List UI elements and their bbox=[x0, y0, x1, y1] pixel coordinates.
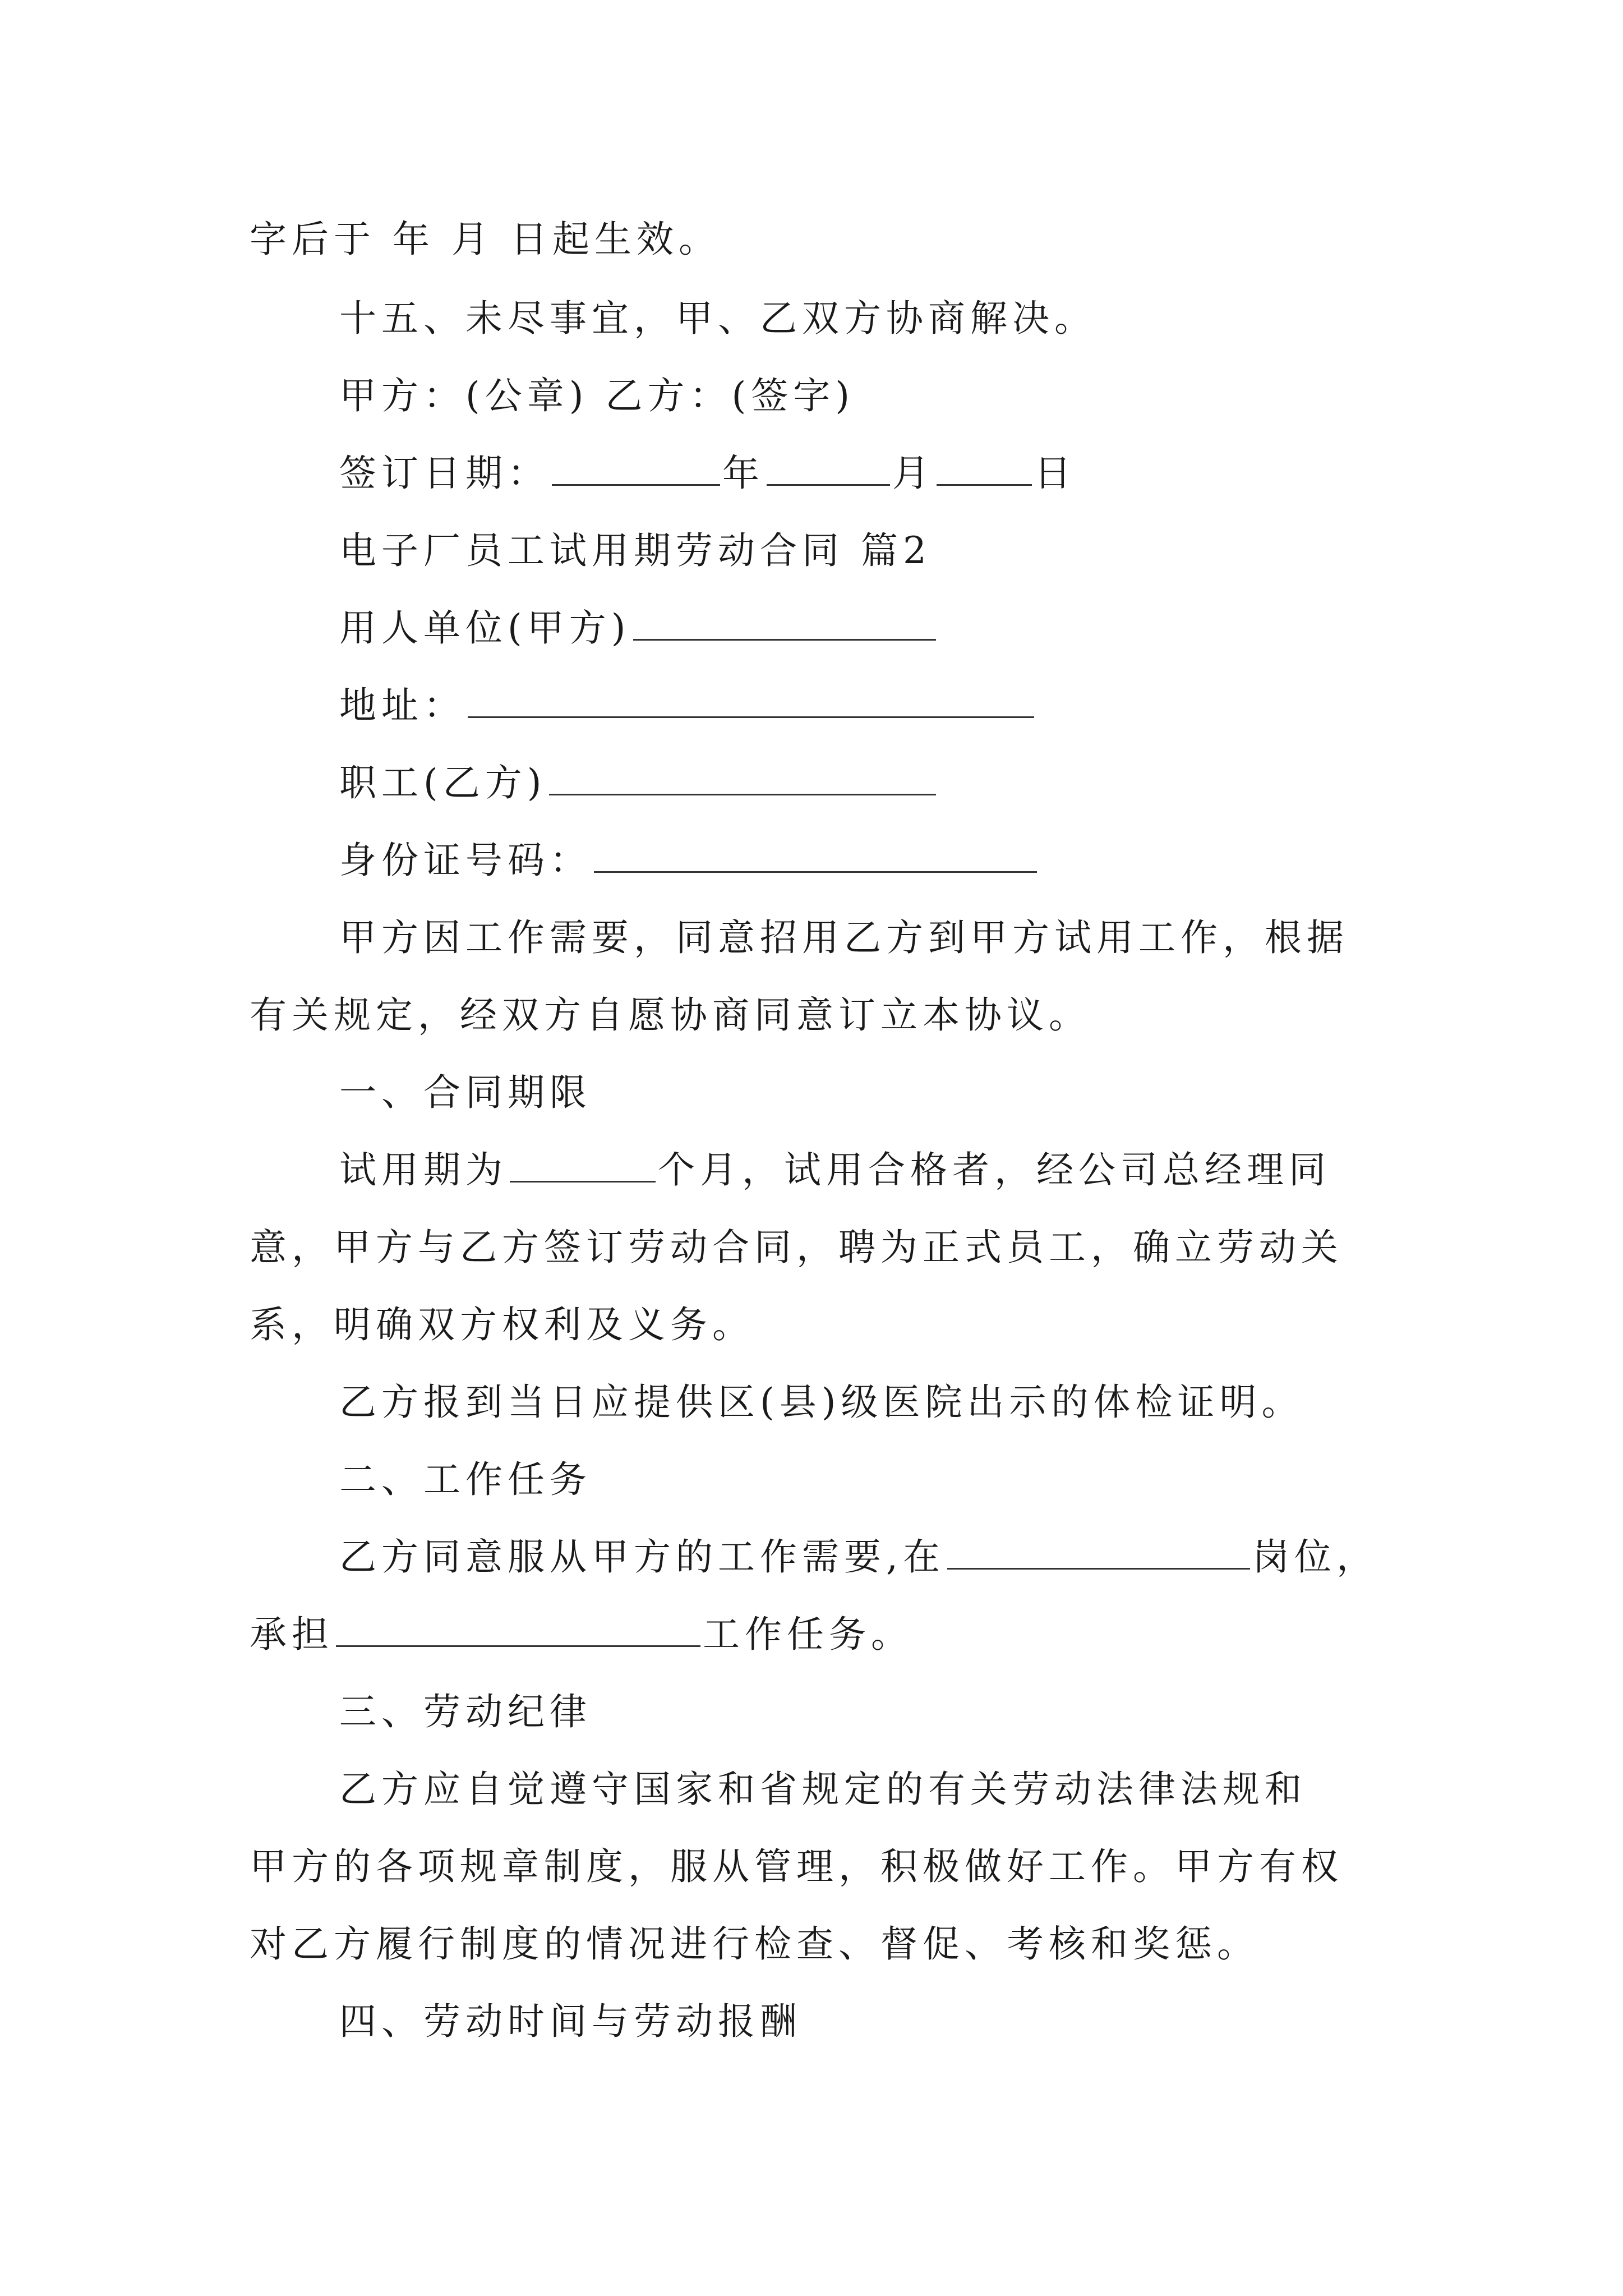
blank-field bbox=[937, 452, 1032, 486]
line-text: 乙方应自觉遵守国家和省规定的有关劳动法律法规和 bbox=[339, 1768, 1307, 1811]
line-text: 个月，试用合格者，经公司总经理同 bbox=[658, 1148, 1331, 1191]
line-text: 四、劳动时间与劳动报酬 bbox=[339, 2000, 802, 2043]
line-text: 甲方的各项规章制度，服从管理，积极做好工作。甲方有权 bbox=[250, 1845, 1343, 1888]
line-text: 十五、未尽事宜，甲、乙双方协商解决。 bbox=[339, 297, 1096, 340]
section-heading bbox=[339, 1457, 592, 1502]
id-number-line bbox=[339, 838, 1039, 883]
line-text: 岗位， bbox=[1252, 1535, 1378, 1579]
text-line bbox=[250, 217, 721, 262]
line-text: 系，明确双方权利及义务。 bbox=[250, 1303, 754, 1346]
blank-field bbox=[510, 1148, 656, 1182]
employer-line bbox=[339, 606, 938, 651]
blank-field bbox=[336, 1613, 700, 1647]
line-text: 对乙方履行制度的情况进行检查、督促、考核和奖惩。 bbox=[250, 1922, 1259, 1966]
task-line bbox=[250, 1612, 913, 1657]
text-line bbox=[339, 296, 1096, 341]
line-text: 职工(乙方) bbox=[339, 761, 547, 804]
post-line bbox=[339, 1535, 1378, 1580]
line-text: 日 bbox=[1034, 452, 1076, 495]
line-text: 身份证号码： bbox=[339, 839, 592, 882]
line-text: 年 bbox=[722, 452, 764, 495]
section-heading bbox=[339, 1070, 592, 1115]
line-text: 甲方：(公章) 乙方：(签字) bbox=[339, 374, 855, 417]
text-line bbox=[339, 1380, 1304, 1425]
section-heading bbox=[339, 528, 932, 573]
line-text: 用人单位(甲方) bbox=[339, 606, 631, 650]
blank-field bbox=[549, 761, 936, 795]
line-text: 签订日期： bbox=[339, 452, 550, 495]
blank-field bbox=[552, 452, 720, 486]
address-line bbox=[339, 683, 1036, 728]
text-line bbox=[250, 1225, 1343, 1270]
line-text: 有关规定，经双方自愿协商同意订立本协议。 bbox=[250, 993, 1091, 1037]
text-line bbox=[339, 1767, 1307, 1812]
blank-field bbox=[633, 606, 936, 641]
line-text: 承担 bbox=[250, 1613, 334, 1656]
blank-field bbox=[468, 684, 1034, 718]
line-text: 电子厂员工试用期劳动合同 篇2 bbox=[339, 529, 932, 572]
line-text: 意，甲方与乙方签订劳动合同，聘为正式员工，确立劳动关 bbox=[250, 1226, 1343, 1269]
line-text: 乙方同意服从甲方的工作需要,在 bbox=[339, 1535, 945, 1579]
text-line bbox=[250, 1922, 1259, 1967]
text-line bbox=[250, 1303, 754, 1347]
section-heading bbox=[339, 1690, 592, 1734]
text-line bbox=[250, 993, 1091, 1038]
section-heading bbox=[339, 1999, 802, 2044]
blank-field bbox=[767, 452, 890, 486]
blank-field bbox=[594, 839, 1037, 873]
signing-date-line bbox=[339, 451, 1076, 496]
line-text: 三、劳动纪律 bbox=[339, 1690, 592, 1733]
line-text: 地址： bbox=[339, 684, 465, 727]
line-text: 工作任务。 bbox=[703, 1613, 913, 1656]
line-text: 月 bbox=[892, 452, 934, 495]
line-text: 字后于 年 月 日起生效。 bbox=[250, 218, 721, 261]
employee-line bbox=[339, 761, 938, 806]
text-line bbox=[339, 374, 855, 418]
line-text: 甲方因工作需要，同意招用乙方到甲方试用工作，根据 bbox=[339, 916, 1349, 959]
text-line bbox=[250, 1844, 1343, 1889]
trial-period-line bbox=[339, 1148, 1331, 1193]
text-line bbox=[339, 915, 1349, 960]
line-text: 试用期为 bbox=[339, 1148, 508, 1191]
blank-field bbox=[947, 1535, 1250, 1570]
line-text: 二、工作任务 bbox=[339, 1458, 592, 1501]
line-text: 乙方报到当日应提供区(县)级医院出示的体检证明。 bbox=[339, 1381, 1304, 1424]
line-text: 一、合同期限 bbox=[339, 1071, 592, 1114]
